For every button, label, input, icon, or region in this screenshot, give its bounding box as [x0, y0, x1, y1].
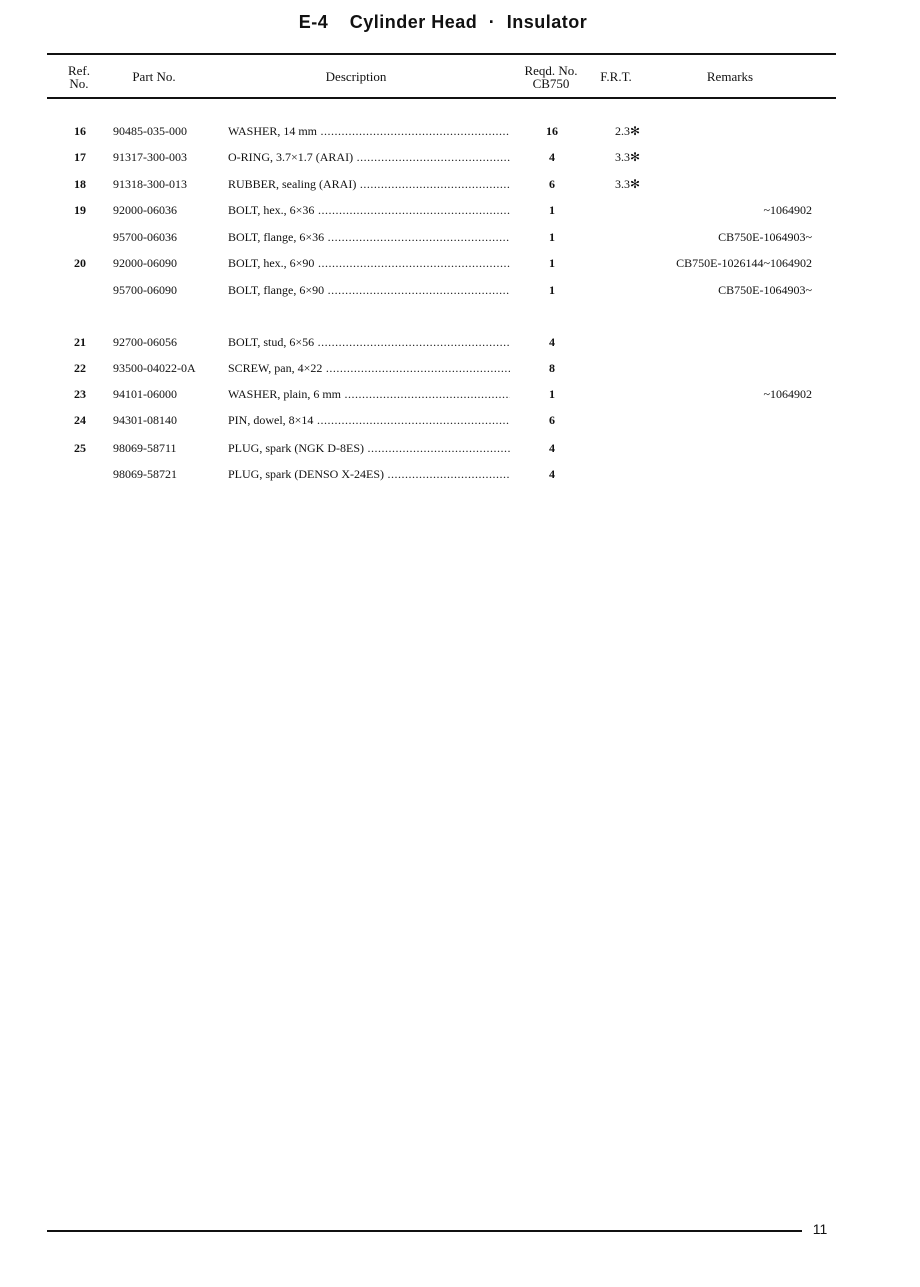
title-left: Cylinder Head [349, 12, 478, 32]
table-row [0, 282, 920, 298]
cell-remarks: CB750E-1064903~ [718, 230, 812, 244]
cell-description: PLUG, spark (DENSO X-24ES) ..... [228, 466, 510, 482]
cell-part-no: 94301-08140 [113, 413, 177, 427]
cell-remarks: ~1064902 [763, 203, 812, 217]
header-description: Description [325, 69, 387, 84]
cell-ref-no: 16 [74, 124, 86, 138]
cell-remarks: ~1064902 [763, 387, 812, 401]
cell-description: PIN, dowel, 8×14 ..... [228, 412, 510, 428]
table-row [0, 123, 920, 139]
cell-part-no: 95700-06090 [113, 283, 177, 297]
header-ref-no [58, 64, 100, 90]
header-ref-line2: No. [69, 76, 89, 91]
table-row [0, 466, 920, 482]
cell-quantity: 1 [549, 256, 555, 270]
cell-frt: 3.3✻ [614, 177, 640, 191]
header-remarks: Remarks [706, 69, 754, 84]
top-rule [47, 53, 836, 55]
cell-description: BOLT, flange, 6×36 ..... [228, 229, 510, 245]
cell-quantity: 16 [546, 124, 558, 138]
cell-part-no: 98069-58721 [113, 467, 177, 481]
cell-ref-no: 22 [74, 361, 86, 375]
cell-description: BOLT, hex., 6×90 ..... [228, 255, 510, 271]
cell-quantity: 4 [549, 441, 555, 455]
table-row [0, 176, 920, 192]
cell-part-no: 94101-06000 [113, 387, 177, 401]
title-separator: · [488, 12, 496, 32]
cell-ref-no: 18 [74, 177, 86, 191]
table-row [0, 360, 920, 376]
cell-quantity: 1 [549, 283, 555, 297]
cell-description: WASHER, plain, 6 mm ..... [228, 386, 510, 402]
cell-remarks: CB750E-1026144~1064902 [676, 256, 812, 270]
table-row [0, 386, 920, 402]
header-rule [47, 97, 836, 99]
cell-remarks: CB750E-1064903~ [718, 283, 812, 297]
header-ref-line1: Ref. [67, 63, 91, 78]
cell-description: SCREW, pan, 4×22 ..... [228, 360, 510, 376]
cell-frt: 2.3✻ [614, 124, 640, 138]
cell-part-no: 92000-06090 [113, 256, 177, 270]
page-title [0, 12, 886, 33]
cell-description: O-RING, 3.7×1.7 (ARAI) ..... [228, 149, 510, 165]
footer-rule [47, 1230, 802, 1232]
cell-description: RUBBER, sealing (ARAI) ..... [228, 176, 510, 192]
cell-frt: 3.3✻ [614, 150, 640, 164]
table-row [0, 255, 920, 271]
cell-ref-no: 24 [74, 413, 86, 427]
cell-ref-no: 17 [74, 150, 86, 164]
cell-quantity: 1 [549, 230, 555, 244]
header-reqd-no [508, 64, 594, 90]
cell-part-no: 93500-04022-0A [113, 361, 196, 375]
header-frt: F.R.T. [600, 69, 632, 84]
cell-quantity: 4 [549, 150, 555, 164]
header-part-no: Part No. [132, 69, 176, 84]
cell-ref-no: 19 [74, 203, 86, 217]
cell-description: BOLT, hex., 6×36 ..... [228, 202, 510, 218]
cell-ref-no: 23 [74, 387, 86, 401]
header-reqd-line1: Reqd. No. [524, 63, 578, 78]
cell-ref-no: 21 [74, 335, 86, 349]
cell-description: WASHER, 14 mm ..... [228, 123, 510, 139]
cell-description: BOLT, stud, 6×56 ..... [228, 334, 510, 350]
cell-part-no: 98069-58711 [113, 441, 177, 455]
table-row [0, 229, 920, 245]
cell-description: BOLT, flange, 6×90 ..... [228, 282, 510, 298]
cell-part-no: 91317-300-003 [113, 150, 187, 164]
table-row [0, 334, 920, 350]
cell-part-no: 92000-06036 [113, 203, 177, 217]
table-row [0, 149, 920, 165]
cell-description: PLUG, spark (NGK D-8ES) ..... [228, 440, 510, 456]
cell-quantity: 8 [549, 361, 555, 375]
header-reqd-line2: CB750 [532, 76, 570, 91]
cell-ref-no: 25 [74, 441, 86, 455]
table-row [0, 202, 920, 218]
table-row [0, 440, 920, 456]
cell-quantity: 1 [549, 387, 555, 401]
cell-part-no: 90485-035-000 [113, 124, 187, 138]
title-right: Insulator [506, 12, 588, 32]
cell-quantity: 1 [549, 203, 555, 217]
cell-part-no: 92700-06056 [113, 335, 177, 349]
section-code: E-4 [298, 12, 329, 32]
cell-quantity: 4 [549, 467, 555, 481]
page-number: 11 [812, 1221, 828, 1237]
cell-quantity: 6 [549, 177, 555, 191]
table-row [0, 412, 920, 428]
cell-quantity: 6 [549, 413, 555, 427]
cell-ref-no: 20 [74, 256, 86, 270]
cell-part-no: 91318-300-013 [113, 177, 187, 191]
cell-quantity: 4 [549, 335, 555, 349]
cell-part-no: 95700-06036 [113, 230, 177, 244]
